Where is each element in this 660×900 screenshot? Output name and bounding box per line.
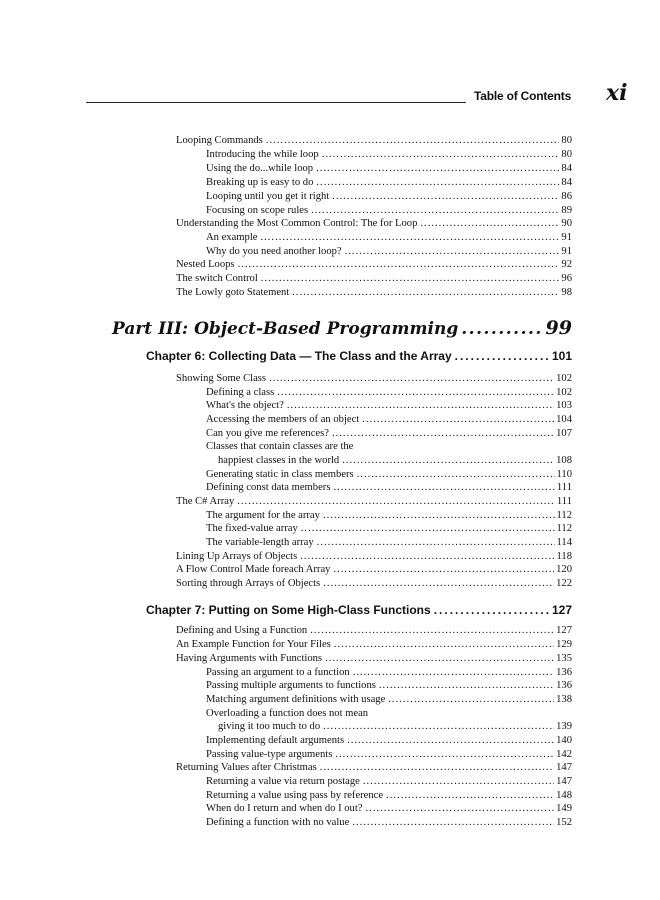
toc-entry: Introducing the while loop ..... 80 [206,148,572,161]
toc-entry: When do I return and when do I out? ..... 149 [206,802,572,815]
header-page-number: xi [606,80,628,106]
toc-entry: Can you give me references? ..... 107 [206,427,572,440]
toc-entry: Implementing default arguments ..... 140 [206,734,572,747]
toc-entry: Why do you need another loop? ..... 91 [206,245,572,258]
toc-entry: Lining Up Arrays of Objects ..... 118 [176,550,572,563]
toc-entry: Sorting through Arrays of Objects ..... 122 [176,577,572,590]
toc-entry: happiest classes in the world ..... 108 [218,454,572,467]
toc-entry: giving it too much to do ..... 139 [218,720,572,733]
toc-entry: Matching argument definitions with usage ..... 138 [206,693,572,706]
toc-entry: Passing multiple arguments to functions ..... 136 [206,679,572,692]
toc-entry: The switch Control ..... 96 [176,272,572,285]
toc-entry-continued: Classes that contain classes are the [206,441,354,452]
toc-entry: What's the object? ..... 103 [206,399,572,412]
toc-entry: Returning a value via return postage ..... 147 [206,775,572,788]
toc-entry: The fixed-value array ..... 112 [206,522,572,535]
toc-entry: Looping until you get it right ..... 86 [206,190,572,203]
toc-entry: Having Arguments with Functions ..... 135 [176,652,572,665]
toc-entry: An Example Function for Your Files ..... 129 [176,638,572,651]
toc-entry: Defining const data members ..... 111 [206,481,572,494]
toc-entry: Focusing on scope rules ..... 89 [206,204,572,217]
toc-entry: Understanding the Most Common Control: The for Loop ..... 90 [176,217,572,230]
toc-entry: Using the do...while loop ..... 84 [206,162,572,175]
toc-entry-continued: Overloading a function does not mean [206,708,369,719]
toc-chapter-heading: Chapter 6: Collecting Data — The Class and the Array ..... 101 [146,349,572,364]
toc-entry: Returning Values after Christmas ..... 147 [176,761,572,774]
toc-entry: The Lowly goto Statement ..... 98 [176,286,572,299]
toc-entry: The C# Array ..... 111 [176,495,572,508]
toc-chapter-heading: Chapter 7: Putting on Some High-Class Functions ..... 127 [146,603,572,618]
header-title: Table of Contents [474,89,572,103]
toc-entry: Passing an argument to a function ..... 136 [206,666,572,679]
toc-entry: Generating static in class members ..... 110 [206,468,572,481]
toc-entry: Nested Loops ..... 92 [176,258,572,271]
toc-entry: The argument for the array ..... 112 [206,509,572,522]
toc-entry: Looping Commands ..... 80 [176,134,572,147]
toc-part-heading: Part III: Object-Based Programming ..... 99 [112,317,572,339]
toc-entry: Breaking up is easy to do ..... 84 [206,176,572,189]
toc-entry: Accessing the members of an object ..... 104 [206,413,572,426]
toc-entry: Showing Some Class ..... 102 [176,372,572,385]
toc-entry: A Flow Control Made foreach Array ..... 120 [176,563,572,576]
toc-entry: An example ..... 91 [206,231,572,244]
toc-entry: Defining a class ..... 102 [206,386,572,399]
toc-entry: Defining and Using a Function ..... 127 [176,624,572,637]
header-rule [86,102,466,103]
toc-entry: The variable-length array ..... 114 [206,536,572,549]
toc-entry: Defining a function with no value ..... 152 [206,816,572,829]
toc-entry: Returning a value using pass by reference ..... 148 [206,789,572,802]
toc-entry: Passing value-type arguments ..... 142 [206,748,572,761]
